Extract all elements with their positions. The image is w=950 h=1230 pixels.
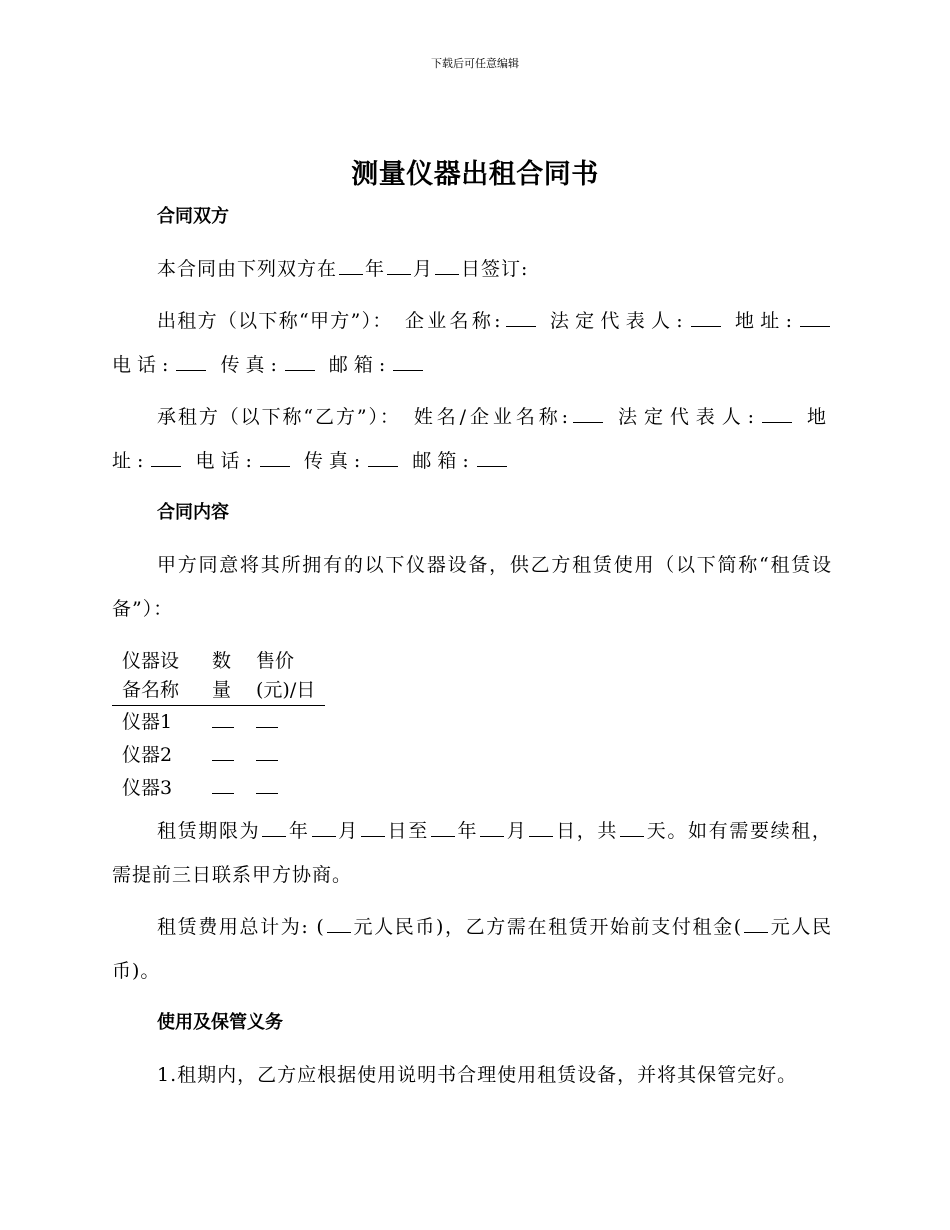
company-label: 企业名称: bbox=[404, 310, 504, 332]
text: 租赁期限为 bbox=[157, 820, 261, 842]
text: 售价 bbox=[256, 650, 295, 672]
blank-line bbox=[800, 310, 830, 327]
address-label: 地址: bbox=[112, 406, 833, 472]
col-header-price bbox=[246, 639, 325, 706]
lessor-label: 出租方（以下称“甲方”）： bbox=[157, 310, 393, 332]
fax-label: 传真: bbox=[220, 354, 283, 376]
section-heading-content: 合同内容 bbox=[157, 502, 229, 523]
fax-label: 传真: bbox=[303, 450, 367, 472]
blank-line bbox=[477, 450, 507, 467]
blank-line bbox=[620, 820, 644, 837]
term-paragraph bbox=[112, 809, 832, 897]
blank-line bbox=[256, 746, 278, 761]
text: 日至 bbox=[386, 820, 429, 842]
blank-line bbox=[387, 258, 411, 275]
table-row bbox=[112, 739, 325, 772]
table-row bbox=[112, 706, 325, 740]
text: 月 bbox=[413, 258, 434, 280]
price-cell bbox=[246, 772, 325, 805]
blank-line bbox=[256, 779, 278, 794]
blank-line bbox=[361, 820, 385, 837]
text: 月 bbox=[337, 820, 359, 842]
blank-line bbox=[312, 820, 336, 837]
address-label: 地址: bbox=[735, 310, 798, 332]
blank-line bbox=[435, 258, 459, 275]
text: 月 bbox=[506, 820, 528, 842]
company-label: 姓名/企业名称: bbox=[413, 406, 572, 428]
table-header-row bbox=[112, 639, 325, 706]
table-row bbox=[112, 772, 325, 805]
phone-label: 电话: bbox=[195, 450, 258, 472]
text: 数 bbox=[212, 650, 232, 672]
blank-line bbox=[327, 916, 351, 933]
text: 仪器设 bbox=[122, 650, 180, 672]
blank-line bbox=[262, 820, 286, 837]
text: 年 bbox=[456, 820, 479, 842]
text: 天。如有需要续租，需提前三日联系甲方协商。 bbox=[112, 820, 832, 886]
qty-cell bbox=[202, 706, 246, 740]
text: (元)/日 bbox=[256, 679, 316, 701]
blank-line bbox=[691, 310, 721, 327]
equipment-name: 仪器3 bbox=[122, 777, 173, 799]
blank-line bbox=[529, 820, 553, 837]
document-title: 测量仪器出租合同书 bbox=[351, 159, 599, 190]
header-note: 下载后可任意编辑 bbox=[431, 57, 519, 70]
blank-line bbox=[480, 820, 504, 837]
section-heading-parties: 合同双方 bbox=[157, 206, 229, 227]
content-intro: 甲方同意将其所拥有的以下仪器设备，供乙方租赁使用（以下简称“租赁设备”）： bbox=[112, 554, 832, 620]
blank-line bbox=[431, 820, 455, 837]
legal-rep-label: 法定代表人: bbox=[549, 310, 689, 332]
qty-cell bbox=[202, 739, 246, 772]
qty-cell bbox=[202, 772, 246, 805]
lessee-paragraph bbox=[112, 395, 832, 483]
blank-line bbox=[744, 916, 768, 933]
fee-paragraph bbox=[112, 905, 832, 993]
blank-line bbox=[151, 450, 181, 467]
blank-line bbox=[212, 779, 234, 794]
blank-line bbox=[212, 746, 234, 761]
text: 日，共 bbox=[555, 820, 619, 842]
section-heading-usage: 使用及保管义务 bbox=[157, 1012, 283, 1033]
blank-line bbox=[260, 450, 290, 467]
col-header-qty bbox=[202, 639, 246, 706]
blank-line bbox=[212, 713, 234, 728]
usage-item-1: 1.租期内，乙方应根据使用说明书合理使用租赁设备，并将其保管完好。 bbox=[157, 1064, 798, 1086]
document-body bbox=[112, 195, 832, 1105]
lessor-paragraph bbox=[112, 299, 832, 387]
blank-line bbox=[506, 310, 536, 327]
blank-line bbox=[339, 258, 363, 275]
text: 量 bbox=[212, 679, 232, 701]
blank-line bbox=[256, 713, 278, 728]
blank-line bbox=[393, 354, 423, 371]
blank-line bbox=[176, 354, 206, 371]
col-header-name bbox=[112, 639, 202, 706]
lessee-label: 承租方（以下称“乙方”）： bbox=[157, 406, 401, 428]
email-label: 邮箱: bbox=[412, 450, 475, 472]
text: 年 bbox=[288, 820, 310, 842]
text: 元人民币)。 bbox=[112, 916, 832, 982]
email-label: 邮箱: bbox=[328, 354, 392, 376]
blank-line bbox=[762, 406, 792, 423]
sign-date-paragraph bbox=[112, 247, 832, 291]
text: 年 bbox=[365, 258, 386, 280]
price-cell bbox=[246, 739, 325, 772]
text: 日签订: bbox=[461, 258, 529, 280]
equipment-table bbox=[112, 639, 325, 805]
equipment-name: 仪器1 bbox=[122, 711, 173, 733]
blank-line bbox=[285, 354, 315, 371]
text: 本合同由下列双方在 bbox=[157, 258, 338, 280]
blank-line bbox=[368, 450, 398, 467]
text: 备名称 bbox=[122, 679, 180, 701]
price-cell bbox=[246, 706, 325, 740]
equipment-name: 仪器2 bbox=[122, 744, 173, 766]
blank-line bbox=[573, 406, 603, 423]
phone-label: 电话: bbox=[112, 354, 175, 376]
legal-rep-label: 法定代表人: bbox=[618, 406, 761, 428]
text: 元人民币)，乙方需在租赁开始前支付租金( bbox=[352, 916, 743, 938]
text: 租赁费用总计为: ( bbox=[157, 916, 325, 938]
